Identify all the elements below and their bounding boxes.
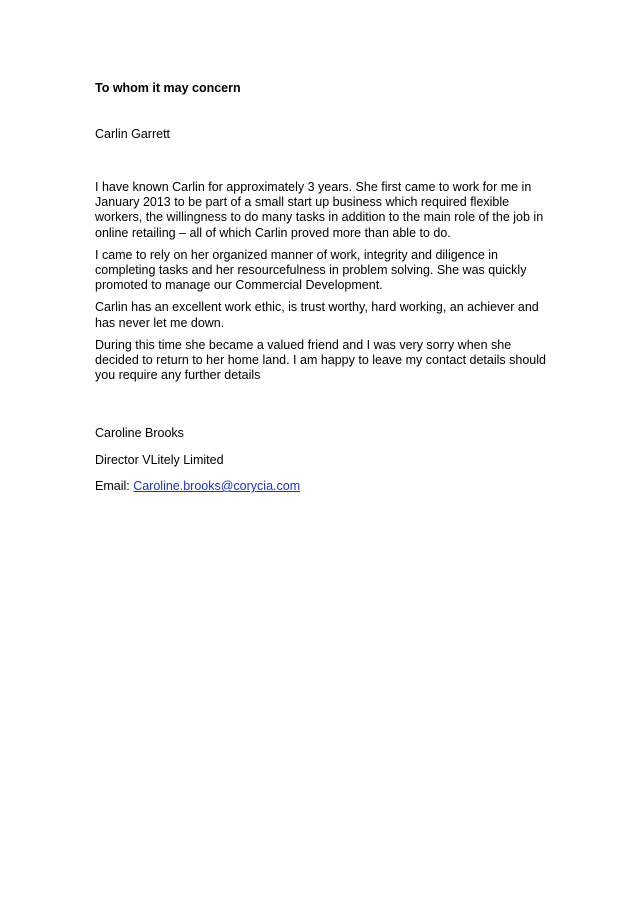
signature-name: Caroline Brooks: [95, 426, 184, 440]
letter-body: [95, 180, 555, 390]
paragraph-reliability: I came to rely on her organized manner of work, integrity and diligence in completing tasks and her resourcefulness in problem solving. She was quickly promoted to manage our Commercial Development.: [95, 247, 527, 293]
signature-email-line: [95, 479, 300, 493]
paragraph-introduction: I have known Carlin for approximately 3 years. She first came to work for me in January 2013 to be part of a small start up business which required flexible workers, the willingness to do many tasks in addition to the main role of the job in online retailing – all of which Carlin proved more than able to do.: [95, 180, 544, 240]
email-link[interactable]: Caroline.brooks@corycia.com: [133, 479, 301, 493]
signature-title: Director VLitely Limited: [95, 453, 224, 467]
paragraph-closing: During this time she became a valued friend and I was very sorry when she decided to return to her home land. I am happy to leave my contact details should you require any further details: [95, 337, 546, 383]
email-label: Email:: [95, 479, 134, 493]
letter-recipient: Carlin Garrett: [95, 127, 171, 141]
letter-heading: To whom it may concern: [95, 81, 241, 95]
paragraph-work-ethic: Carlin has an excellent work ethic, is trust worthy, hard working, an achiever and has never let me down.: [95, 300, 539, 330]
